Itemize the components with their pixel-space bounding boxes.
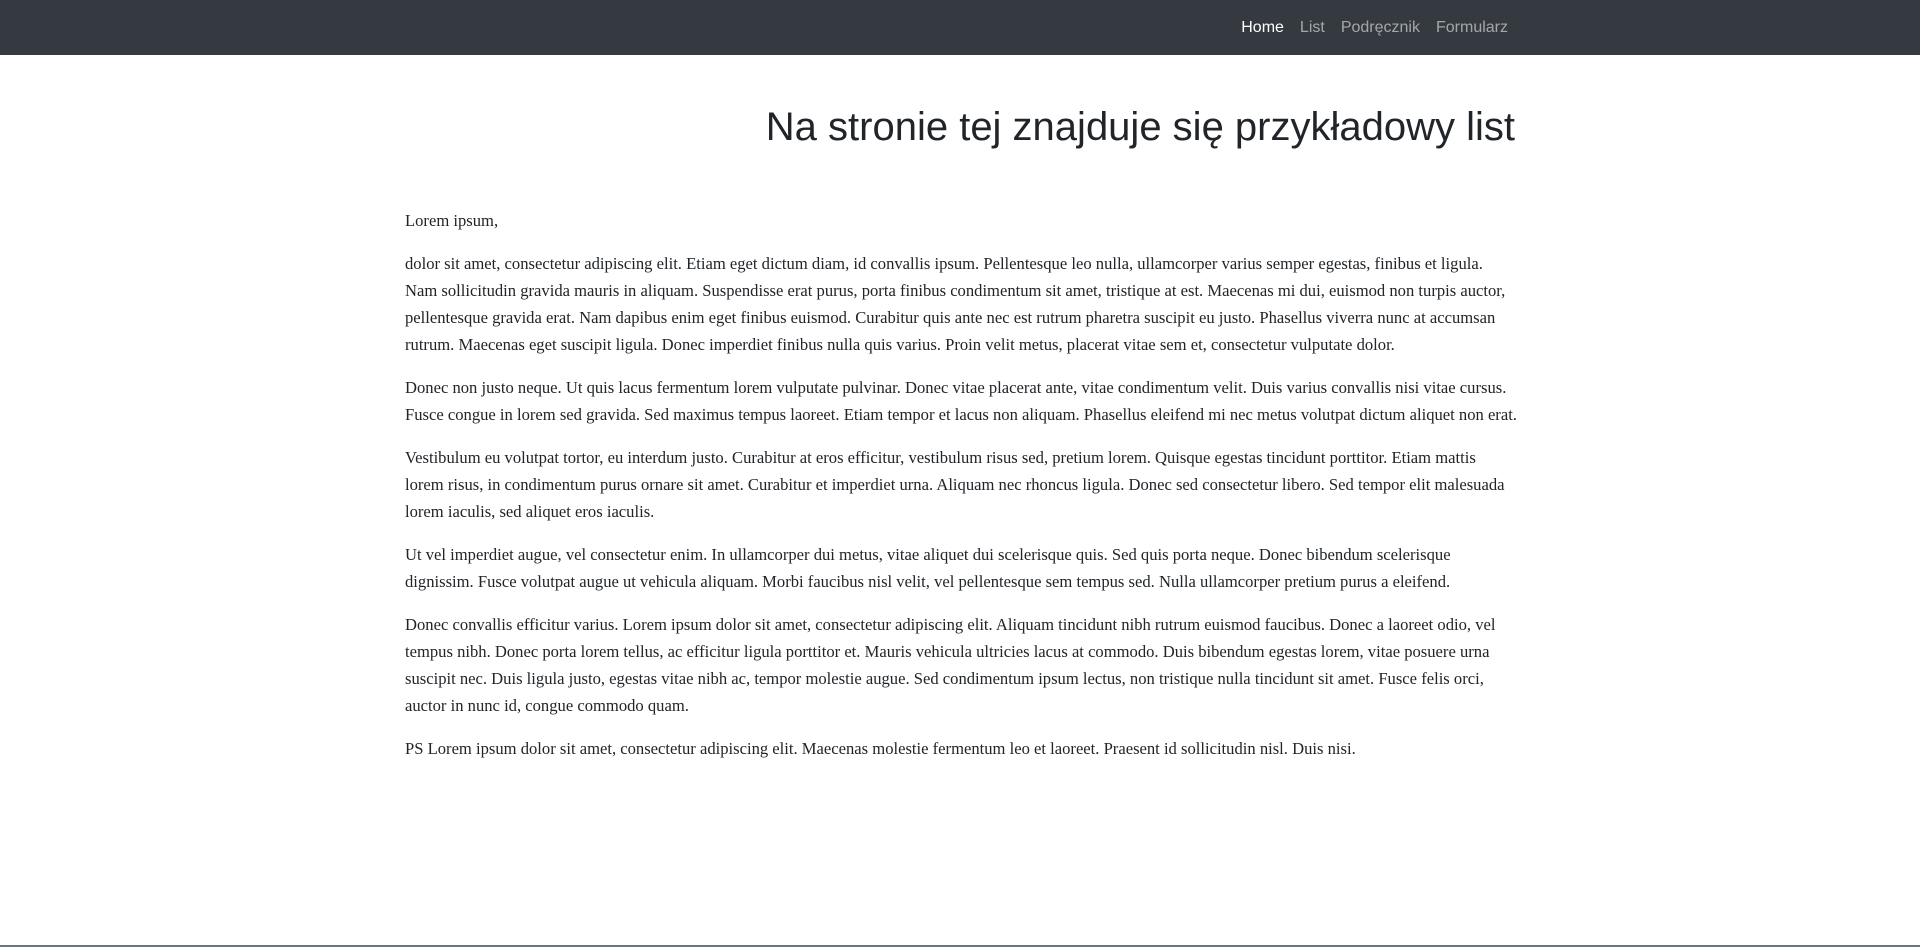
page-title: Na stronie tej znajduje się przykładowy list <box>765 105 1515 149</box>
nav-menu <box>1225 0 1508 55</box>
letter-paragraph: Donec non justo neque. Ut quis lacus fermentum lorem vulputate pulvinar. Donec vitae placerat ante, vitae condimentum velit. Duis varius convallis nisi vitae cursus. Fusce congue in lorem sed gravida. Sed maximus tempus laoreet. Etiam tempor et lacus non aliquam. Phasellus eleifend mi nec metus volutpat dictum aliquet non erat. <box>405 378 1517 424</box>
letter-paragraph: Ut vel imperdiet augue, vel consectetur enim. In ullamcorper dui metus, vitae aliquet dui scelerisque quis. Sed quis porta neque. Donec bibendum scelerisque dignissim. Fusce volutpat augue ut vehicula aliquam. Morbi faucibus nisl velit, vel pellentesque sem tempus sed. Nulla ullamcorper pretium purus a eleifend. <box>405 545 1451 591</box>
letter-content <box>405 207 1517 778</box>
letter-paragraph: Donec convallis efficitur varius. Lorem ipsum dolor sit amet, consectetur adipiscing elit. Aliquam tincidunt nibh rutrum euismod faucibus. Donec a laoreet odio, vel tempus nibh. Donec porta lorem tellus, ac efficitur ligula porttitor et. Mauris vehicula ultricies lacus at commodo. Duis bibendum egestas lorem, vitae posuere urna suscipit nec. Duis ligula justo, egestas vitae nibh ac, tempor molestie augue. Sed condimentum ipsum lectus, non tristique nulla tincidunt sit amet. Fusce felis orci, auctor in nunc id, congue commodo quam. <box>405 615 1496 715</box>
top-navbar <box>0 0 1920 55</box>
nav-link-list[interactable]: List <box>1299 19 1325 36</box>
letter-postscript: PS Lorem ipsum dolor sit amet, consectetur adipiscing elit. Maecenas molestie fermentum leo et laoreet. Praesent id sollicitudin nisl. Duis nisi. <box>405 739 1356 758</box>
letter-paragraph: dolor sit amet, consectetur adipiscing elit. Etiam eget dictum diam, id convallis ipsum. Pellentesque leo nulla, ullamcorper varius semper egestas, finibus et ligula. Nam sollicitudin gravida mauris in aliquam. Suspendisse erat purus, porta finibus condimentum sit amet, tristique at est. Maecenas mi dui, euismod non turpis auctor, pellentesque gravida erat. Nam dapibus enim eget finibus euismod. Curabitur quis ante nec est rutrum pharetra suscipit eu justo. Phasellus viverra nunc at accumsan rutrum. Maecenas eget suscipit ligula. Donec imperdiet finibus nulla quis varius. Proin velit metus, placerat vitae sem et, consectetur vulputate dolor. <box>405 254 1506 354</box>
letter-paragraph: Vestibulum eu volutpat tortor, eu interdum justo. Curabitur at eros efficitur, vestibulum risus sed, pretium lorem. Quisque egestas tincidunt porttitor. Etiam mattis lorem risus, in condimentum purus ornare sit amet. Curabitur et imperdiet urna. Aliquam nec rhoncus ligula. Donec sed consectetur libero. Sed tempor elit malesuada lorem iaculis, sed aliquet eros iaculis. <box>405 448 1505 521</box>
nav-link-podrecznik[interactable]: Podręcznik <box>1340 19 1420 36</box>
nav-link-formularz[interactable]: Formularz <box>1435 19 1508 36</box>
nav-link-home[interactable]: Home <box>1241 19 1284 36</box>
letter-greeting: Lorem ipsum, <box>405 211 499 230</box>
